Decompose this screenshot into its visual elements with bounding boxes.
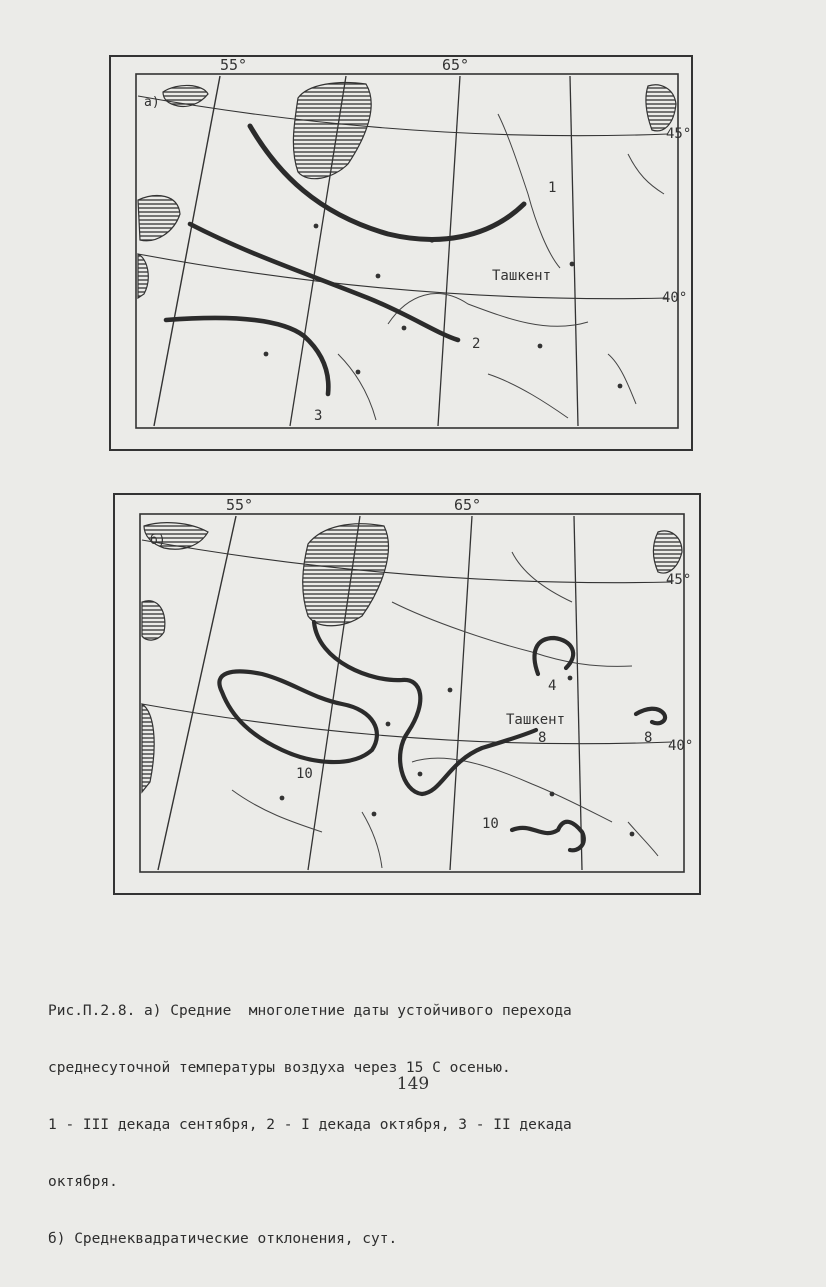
caspian-south-a [138, 254, 148, 298]
city-dot [372, 812, 377, 817]
latitude-45-label: 45° [666, 126, 692, 142]
latitude-40-label: 40° [662, 290, 688, 306]
map-a-parallel-40 [138, 254, 668, 299]
longitude-65-label: 65° [454, 496, 482, 514]
isoline-8-east [636, 709, 665, 724]
river-b-1 [392, 602, 632, 666]
caption-line: Рис.П.2.8. а) Средние многолетние даты устойчивого перехода [48, 1003, 572, 1019]
river-b-3 [412, 758, 612, 822]
tashkent-label: Ташкент [506, 712, 566, 728]
river-b-6 [628, 822, 658, 856]
caspian-kara-bogaz-b [142, 601, 165, 640]
city-dot [550, 792, 555, 797]
map-a-outer-frame [110, 56, 692, 450]
caption-line: 1 - III декада сентября, 2 - I декада октября, 3 - II декада [48, 1117, 572, 1133]
river-b-2 [512, 552, 572, 602]
city-dot [418, 772, 423, 777]
caption-line: среднесуточной температуры воздуха через 15 С осенью. [48, 1060, 511, 1076]
longitude-65-label: 65° [442, 56, 470, 74]
map-b-meridian-70 [574, 516, 582, 870]
isoline-3 [166, 318, 328, 394]
city-dot [402, 326, 407, 331]
latitude-45-label: 45° [666, 572, 692, 588]
aral-sea [293, 83, 371, 179]
map-a [108, 54, 694, 452]
isoline-4-label: 4 [548, 678, 557, 694]
balkhash-a [646, 85, 676, 131]
map-b [112, 492, 702, 896]
river-b-4 [232, 790, 322, 832]
caption-line: октября. [48, 1174, 118, 1190]
map-b-parallel-45 [142, 540, 672, 583]
river-a-1 [628, 154, 664, 194]
city-dot [618, 384, 623, 389]
isoline-10-east [512, 822, 584, 851]
city-dot [356, 370, 361, 375]
city-dot [630, 832, 635, 837]
map-b-parallel-40 [142, 704, 672, 744]
panel-label-b: б) [150, 533, 166, 548]
caspian-north-a [163, 85, 208, 106]
isoline-8-label: 8 [538, 730, 547, 746]
map-a-svg [108, 54, 694, 452]
tashkent-dot [568, 676, 573, 681]
isoline-8-east-label: 8 [644, 730, 653, 746]
river-b-5 [362, 812, 382, 868]
page-number: 149 [396, 1074, 430, 1094]
isoline-10-label: 10 [296, 766, 313, 782]
isoline-1-label: 1 [548, 180, 557, 196]
tashkent-label: Ташкент [492, 268, 552, 284]
city-dot [280, 796, 285, 801]
caspian-kara-bogaz-a [138, 196, 180, 241]
map-a-parallel-45 [138, 96, 668, 136]
isoline-10-west [219, 671, 377, 762]
isoline-8-main [314, 622, 536, 794]
figure-caption [48, 964, 738, 1287]
city-dot [538, 344, 543, 349]
isoline-10-east-label: 10 [482, 816, 499, 832]
latitude-40-label: 40° [668, 738, 694, 754]
river-a-4 [488, 374, 568, 418]
isoline-2 [190, 224, 458, 340]
longitude-55-label: 55° [220, 56, 248, 74]
aral-sea-b [303, 524, 389, 626]
city-dot [264, 352, 269, 357]
map-a-meridian-55 [154, 76, 220, 426]
city-dot [314, 224, 319, 229]
city-dot [448, 688, 453, 693]
caspian-south-b [142, 704, 154, 792]
panel-label-a: а) [144, 95, 160, 110]
river-a-5 [608, 354, 636, 404]
isoline-4 [535, 638, 574, 674]
map-a-meridian-65 [438, 76, 460, 426]
balkhash-b [654, 531, 683, 573]
map-b-svg [112, 492, 702, 896]
caption-line: б) Среднеквадратические отклонения, сут. [48, 1231, 398, 1247]
river-a-3 [338, 354, 376, 420]
map-b-outer-frame [114, 494, 700, 894]
longitude-55-label: 55° [226, 496, 254, 514]
map-b-meridian-65 [450, 516, 472, 870]
isoline-1 [250, 126, 524, 239]
isoline-3-label: 3 [314, 408, 323, 424]
tashkent-dot [570, 262, 575, 267]
city-dot [376, 274, 381, 279]
map-a-meridian-70 [570, 76, 578, 426]
map-a-inner-frame [136, 74, 678, 428]
city-dot [386, 722, 391, 727]
isoline-2-label: 2 [472, 336, 481, 352]
